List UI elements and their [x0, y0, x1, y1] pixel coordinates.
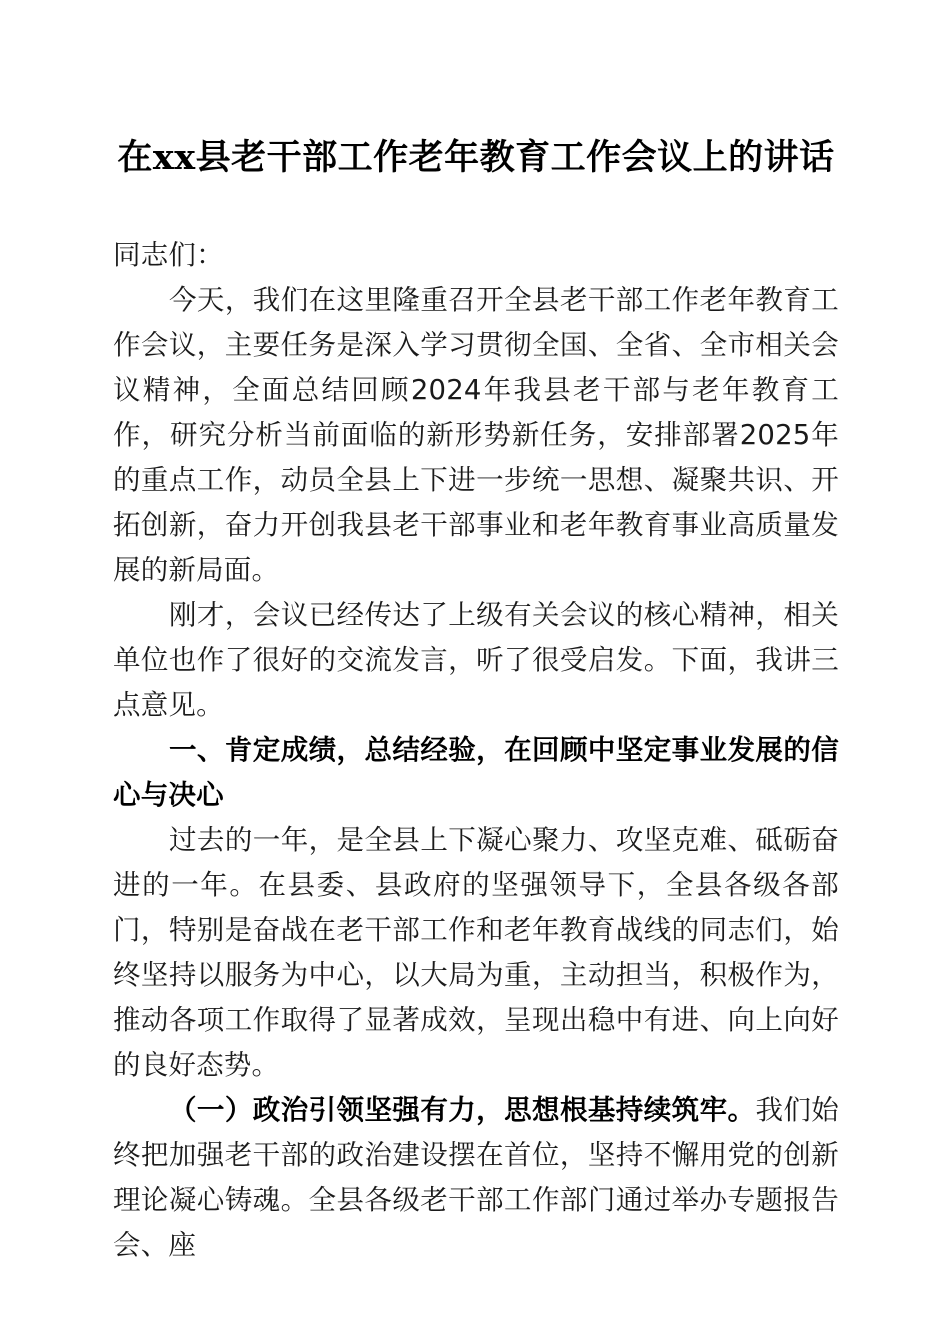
- document-content: [113, 0, 839, 1268]
- subsection-lead-in: （一）政治引领坚强有力，思想根基持续筑牢。: [169, 1094, 756, 1126]
- paragraph-3: 过去的一年，是全县上下凝心聚力、攻坚克难、砥砺奋进的一年。在县委、县政府的坚强领导下，全县各级各部门，特别是奋战在老干部工作和老年教育战线的同志们，始终坚持以服务为中心，以大局为重，主动担当，积极作为，推动各项工作取得了显著成效，呈现出稳中有进、向上向好的良好态势。: [113, 824, 839, 1081]
- page-title: [113, 0, 839, 187]
- title-text: 在xx县老干部工作老年教育工作会议上的讲话: [117, 137, 835, 178]
- paragraph-4-body: 我们始终把加强老干部的政治建设摆在首位，坚持不懈用党的创新理论凝心铸魂。全县各级老干部工作部门通过举办专题报告会、座: [113, 1094, 839, 1261]
- document-body: [113, 233, 839, 1268]
- paragraph-2: 刚才，会议已经传达了上级有关会议的核心精神，相关单位也作了很好的交流发言，听了很受启发。下面，我讲三点意见。: [113, 599, 839, 721]
- salutation: 同志们：: [113, 239, 224, 271]
- paragraph-1: 今天，我们在这里隆重召开全县老干部工作老年教育工作会议，主要任务是深入学习贯彻全国、全省、全市相关会议精神，全面总结回顾2024年我县老干部与老年教育工作，研究分析当前面临的新形势新任务，安排部署2025年的重点工作，动员全县上下进一步统一思想、凝聚共识、开拓创新，奋力开创我县老干部事业和老年教育事业高质量发展的新局面。: [113, 284, 839, 586]
- section-heading-1: 一、肯定成绩，总结经验，在回顾中坚定事业发展的信心与决心: [113, 734, 839, 811]
- paragraph-4: [113, 1088, 839, 1268]
